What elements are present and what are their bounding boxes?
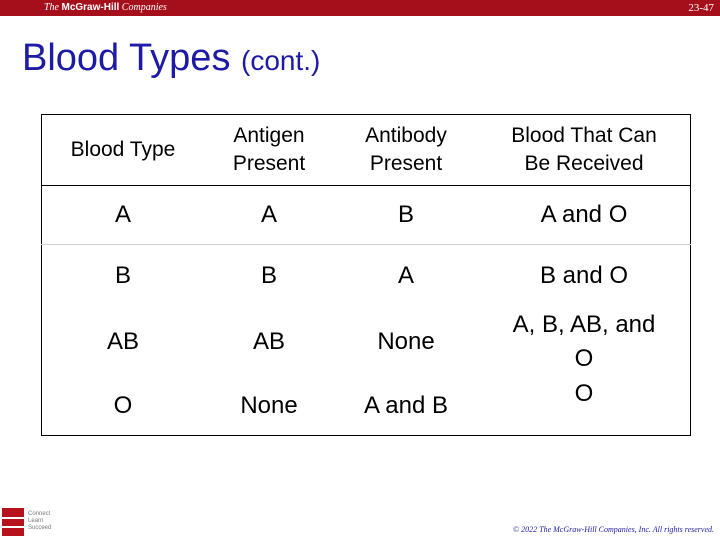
publisher-brand: McGraw-Hill [61,2,120,13]
publisher-suffix: Companies [121,2,167,13]
header-blood-received [478,115,691,186]
page-number: 23-47 [688,2,714,14]
table-header-row [42,115,691,186]
logo-tagline-line: Learn [28,518,44,524]
copyright-notice: © 2022 The McGraw-Hill Companies, Inc. All rights reserved. [513,525,714,534]
header-line: Be Received [524,152,644,175]
cell-antigen: B [260,262,277,289]
table-row [42,186,691,245]
publisher-prefix: The [44,2,59,13]
cell-antibody: None [377,328,435,355]
table-row [42,377,691,436]
slide-title [22,36,320,83]
cell-received: B and O [539,262,629,289]
cell-blood-type: O [113,392,133,419]
header-line: Blood Type [70,138,176,161]
logo-tagline-line: Connect [28,511,51,517]
blood-type-table [41,114,691,436]
header-bar [0,0,720,16]
slide-title-main: Blood Types [22,37,231,79]
cell-blood-type: AB [106,328,139,355]
header-line: Present [232,152,306,175]
cell-blood-type: A [42,186,205,245]
header-line: Present [369,152,443,175]
cell-antigen: AB [252,328,285,355]
slide-title-suffix: (cont.) [241,45,321,76]
header-blood-type [42,115,205,186]
cell-received [478,307,691,377]
header-line: Antibody [365,124,447,147]
cell-antigen: None [240,392,298,419]
mcgraw-hill-logo-icon [2,508,24,536]
cell-received: O [574,380,594,407]
header-antibody-present [334,115,478,186]
table-row [42,307,691,377]
cell-received-line: O [574,345,594,372]
cell-blood-type: B [114,262,131,289]
cell-received: A and O [478,186,691,245]
cell-antibody: B [334,186,478,245]
publisher-name [44,1,167,15]
logo-tagline [28,511,68,532]
header-antigen-present [204,115,334,186]
table-row [42,245,691,308]
logo-tagline-line: Succeed [28,525,52,531]
cell-antigen: A [204,186,334,245]
cell-antibody: A and B [363,392,449,419]
cell-received-line: A, B, AB, and [512,311,656,338]
header-line: Blood That Can [511,124,657,147]
cell-antibody: A [397,262,414,289]
header-line: Antigen [233,124,305,147]
